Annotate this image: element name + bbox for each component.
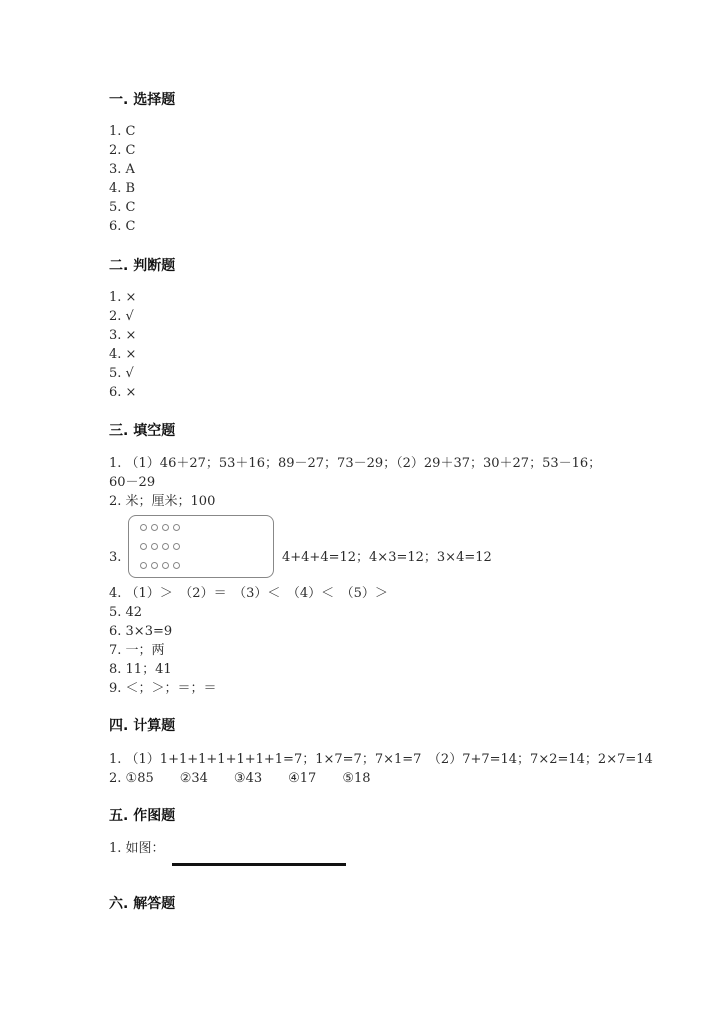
circle-icon — [151, 543, 158, 550]
section-heading-calculation: 四. 计算题 — [109, 718, 176, 734]
answer-line: 7. 一；两 — [109, 643, 165, 658]
answer-line: 2. C — [109, 143, 136, 158]
dot-row — [140, 524, 180, 531]
drawn-line-segment — [172, 863, 346, 866]
answer-line: 9. ＜；＞；＝；＝ — [109, 681, 217, 696]
dot-row — [140, 543, 180, 550]
circle-icon — [140, 562, 147, 569]
circle-icon — [140, 524, 147, 531]
answer-line: 3. × — [109, 328, 137, 343]
circle-icon — [151, 562, 158, 569]
circle-icon — [173, 562, 180, 569]
answer-line: 6. 3×3=9 — [109, 624, 173, 639]
circle-icon — [140, 543, 147, 550]
section-heading-fill-in-blank: 三. 填空题 — [109, 423, 176, 439]
circle-icon — [162, 524, 169, 531]
answer-line: 1. （1）1+1+1+1+1+1+1=7；1×7=7；7×1=7 （2）7+7=14；7×2=14；2×7=14 — [109, 752, 653, 767]
answer-line: 5. 42 — [109, 605, 143, 620]
answer-line: 2. √ — [109, 309, 134, 324]
section-heading-true-false: 二. 判断题 — [109, 258, 176, 274]
answer-line: 2. 米；厘米；100 — [109, 494, 216, 509]
answer-line: 1. × — [109, 290, 137, 305]
answer-line: 5. C — [109, 200, 136, 215]
answer-line: 60－29 — [109, 475, 156, 490]
answer-line: 1. 如图： — [109, 841, 165, 856]
answer-line: 4. B — [109, 181, 136, 196]
dot-grid-figure — [128, 515, 274, 578]
circle-icon — [162, 562, 169, 569]
answer-line: 5. √ — [109, 366, 134, 381]
circle-icon — [173, 543, 180, 550]
answer-line: 1. （1）46＋27；53＋16；89－27；73－29；（2）29＋37；30＋27；53－16； — [109, 456, 602, 471]
answer-line: 8. 11；41 — [109, 662, 172, 677]
circle-icon — [151, 524, 158, 531]
dot-row — [140, 562, 180, 569]
section-heading-multiple-choice: 一. 选择题 — [109, 92, 176, 108]
circle-icon — [162, 543, 169, 550]
answer-text: 4+4+4=12；4×3=12；3×4=12 — [282, 550, 492, 565]
answer-line: 4. × — [109, 347, 137, 362]
answer-line: 6. × — [109, 385, 137, 400]
section-heading-drawing: 五. 作图题 — [109, 808, 176, 824]
answer-label: 3. — [109, 550, 122, 565]
answer-line: 4. （1）＞ （2）＝ （3）＜ （4）＜ （5）＞ — [109, 586, 388, 601]
answer-line: 3. A — [109, 162, 135, 177]
answer-line: 1. C — [109, 124, 136, 139]
answer-line: 2. ①85 ②34 ③43 ④17 ⑤18 — [109, 771, 371, 786]
answer-line: 6. C — [109, 219, 136, 234]
circle-icon — [173, 524, 180, 531]
section-heading-word-problems: 六. 解答题 — [109, 896, 176, 912]
